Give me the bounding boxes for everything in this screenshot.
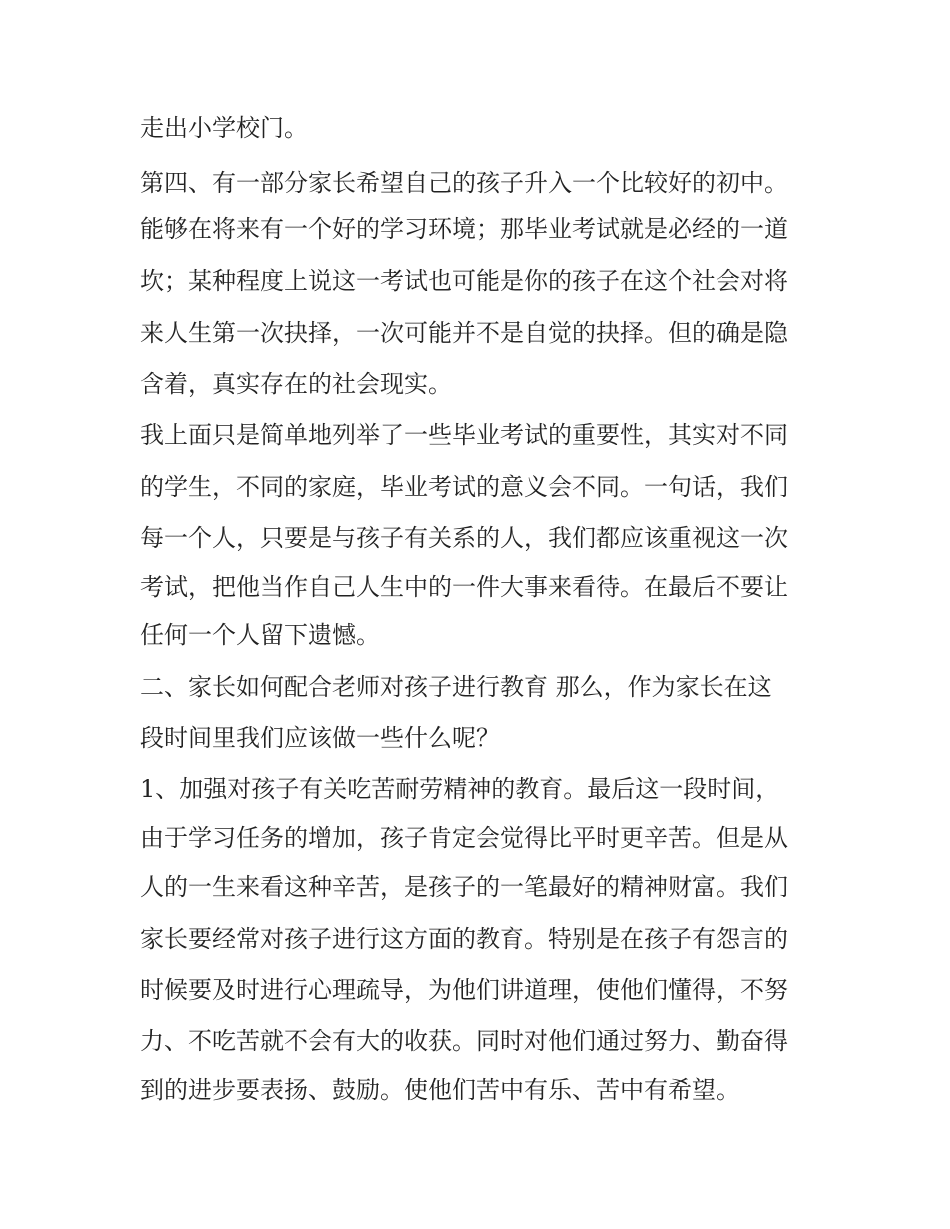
text-line: 人的一生来看这种辛苦，是孩子的一笔最好的精神财富。我们 — [140, 873, 788, 901]
text-line: 力、不吃苦就不会有大的收获。同时对他们通过努力、勤奋得 — [140, 1027, 788, 1055]
text-line: 家长要经常对孩子进行这方面的教育。特别是在孩子有怨言的 — [140, 925, 788, 953]
text-line: 由于学习任务的增加，孩子肯定会觉得比平时更辛苦。但是从 — [140, 824, 788, 852]
text-line: 二、家长如何配合老师对孩子进行教育 那么，作为家长在这 — [140, 673, 772, 701]
text-line: 含着，真实存在的社会现实。 — [140, 370, 452, 398]
text-line: 1、加强对孩子有关吃苦耐劳精神的教育。最后这一段时间， — [140, 775, 780, 803]
text-line: 来人生第一次抉择，一次可能并不是自觉的抉择。但的确是隐 — [140, 319, 788, 347]
text-line: 时候要及时进行心理疏导，为他们讲道理，使他们懂得，不努 — [140, 976, 788, 1004]
text-line: 第四、有一部分家长希望自己的孩子升入一个比较好的初中。 — [140, 169, 788, 197]
text-line: 的学生，不同的家庭，毕业考试的意义会不同。一句话，我们 — [140, 473, 788, 501]
text-line: 每一个人，只要是与孩子有关系的人，我们都应该重视这一次 — [140, 524, 788, 552]
text-line: 能够在将来有一个好的学习环境；那毕业考试就是必经的一道 — [140, 215, 788, 243]
text-line: 坎；某种程度上说这一考试也可能是你的孩子在这个社会对将 — [140, 267, 788, 295]
text-line: 走出小学校门。 — [140, 114, 308, 142]
text-line: 任何一个人留下遗憾。 — [140, 621, 380, 649]
text-line: 到的进步要表扬、鼓励。使他们苦中有乐、苦中有希望。 — [140, 1076, 740, 1104]
text-line: 我上面只是简单地列举了一些毕业考试的重要性，其实对不同 — [140, 421, 788, 449]
text-line: 考试，把他当作自己人生中的一件大事来看待。在最后不要让 — [140, 573, 788, 601]
text-line: 段时间里我们应该做一些什么呢？ — [140, 724, 500, 752]
